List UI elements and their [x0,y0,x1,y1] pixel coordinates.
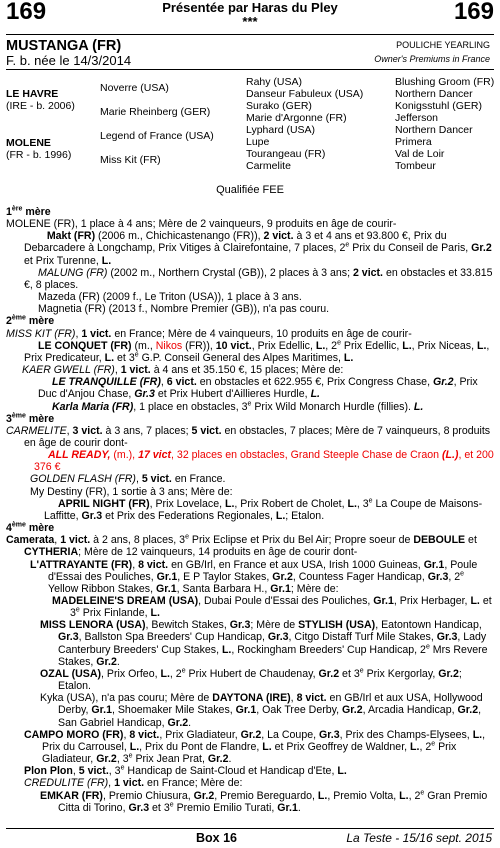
pedigree-gen2-3: Legend of France (USA) [100,130,214,142]
note-my-destiny: My Destiny (FR), 1 sortie à 3 ans; Mère de: [30,485,233,498]
horse-sex-label: POULICHE YEARLING [396,40,490,50]
pedigree-gen2-4: Miss Kit (FR) [100,154,161,166]
note-mazeda: Mazeda (FR) (2009 f., Le Triton (USA)), 1 place à 3 ans. [38,291,302,304]
divider-top [6,34,494,35]
section-3eme-mere: 3ème mère [6,412,55,425]
note-malung: MALUNG (FR) (2002 m., Northern Crystal (GB)), 2 places à 3 ans; 2 vict. en obstacles et 33.815 €, 8 places. [24,266,493,291]
pedigree-gen3-3: Surako (GER) [246,100,312,112]
pedigree-sire: LE HAVRE [6,88,59,100]
pedigree-gen3-7: Tourangeau (FR) [246,148,326,160]
pedigree-gen3-4: Marie d'Argonne (FR) [246,112,347,124]
pedigree-gen3-6: Lupe [246,136,270,148]
note-miss-lenora: MISS LENORA (USA), Bewitch Stakes, Gr.3; Mère de STYLISH (USA), Eatontown Handicap, Gr.3, Ballston Spa Breeders' Cup Handicap, Gr.3, Citgo Distaff Turf Mile Stakes, Gr.3, Lady Canterbury Breeders' Cup Stakes, L., Rockingham Breeders' Cup Handicap, 2e Mrs Revere Stakes, Gr.2. [40,619,488,668]
pedigree-gen4-2: Northern Dancer [395,88,473,100]
pedigree-gen3-5: Lyphard (USA) [246,124,316,136]
owners-premiums-note: Owner's Premiums in France [374,54,490,64]
divider-bottom [6,828,494,829]
note-carmelite: CARMELITE, 3 vict. à 3 ans, 7 places; 5 vict. en obstacles, 7 places; Mère de 7 vainqueurs, 8 produits en âge de courir dont- [6,424,491,449]
section-1ere-mere: 1ère mère [6,205,51,218]
section-4eme-mere: 4ème mère [6,521,55,535]
note-makt: Makt (FR) (2006 m., Chichicastenango (FR)), 2 vict. à 3 et 4 ans et 93.800 €, Prix du Debarcadere à Longchamp, Prix Vitiges à Clairefontaine, 7 places, 2e Prix du Conseil de Paris, Gr.2 et Prix Turenne, L. [24,230,492,267]
note-miss-kit: MISS KIT (FR), 1 vict. en France; Mère de 4 vainqueurs, 10 produits en âge de courir- [6,327,412,340]
note-emkar: EMKAR (FR), Premio Chiusura, Gr.2, Premio Bereguardo, L., Premio Volta, L., 2e Gran Premio Citta di Torino, Gr.3 et 3e Premio Emilio Turati, Gr.1. [40,788,488,814]
note-magnetia: Magnetia (FR) (2013 f., Nombre Premier (GB)), n'a pas couru. [38,303,330,316]
note-creduliite: CREDULITE (FR), 1 vict. en France; Mère de: [24,777,243,790]
note-le-conquet: LE CONQUET (FR) (m., Nikos (FR)), 10 vict., Prix Edellic, L., 2e Prix Edellic, L., Prix Niceas, L., Prix Predicateur, L. et 3e G.P. Conseil General des Alpes Maritimes, L. [24,339,490,364]
note-kaer-gwell: KAER GWELL (FR), 1 vict. à 4 ans et 35.150 €, 15 places; Mère de: [22,364,344,377]
qualification: Qualifiée FEE [216,184,284,196]
note-madeleines-dream: MADELEINE'S DREAM (USA), Dubai Poule d'Essai des Pouliches, Gr.1, Prix Herbager, L. et 3e Prix Finlande, L. [52,595,492,620]
note-plon-plon: Plon Plon, 5 vict., 3e Handicap de Saint-Cloud et Handicap d'Ete, L. [24,764,347,778]
family-notes [6,206,495,814]
pedigree-gen3-2: Danseur Fabuleux (USA) [246,88,364,100]
stars-rating: *** [242,14,258,29]
pedigree-gen2-2: Marie Rheinberg (GER) [100,106,211,118]
footer-venue: La Teste - 15/16 sept. 2015 [346,831,492,845]
horse-dob: F. b. née le 14/3/2014 [6,53,132,68]
lot-number-right: 169 [453,0,494,25]
lot-number-left: 169 [6,0,47,25]
pedigree-gen2-1: Noverre (USA) [100,82,169,94]
pedigree-gen4-5: Northern Dancer [395,124,473,136]
pedigree-gen4-3: Konigsstuhl (GER) [395,100,482,112]
presented-by: Présentée par Haras du Pley [162,0,338,15]
pedigree-sire-detail: (IRE - b. 2006) [6,100,75,112]
pedigree-gen4-4: Jefferson [395,112,438,124]
pedigree-dam-detail: (FR - b. 1996) [6,149,72,161]
note-all-ready: ALL READY, (m.), 17 vict, 32 places en obstacles, Grand Steeple Chase de Craon (L.), et 200 376 € [34,449,494,474]
note-lattrayante: L'ATTRAYANTE (FR), 8 vict. en GB/Irl, en France et aux USA, Irish 1000 Guineas, Gr.1, Poule d'Essai des Pouliches, Gr.1, E P Taylor Stakes, Gr.2, Countess Fager Handicap, Gr.3, 2e Yellow Ribbon Stakes, Gr.1, Santa Barbara H., Gr.1; Mère de: [30,558,478,595]
pedigree-gen4-1: Blushing Groom (FR) [395,76,495,88]
horse-name: MUSTANGA (FR) [6,38,122,54]
footer-box: Box 16 [196,831,237,845]
pedigree-gen4-8: Tombeur [395,160,436,172]
note-kyka: Kyka (USA), n'a pas couru; Mère de DAYTONA (IRE), 8 vict. en GB/Irl et aux USA, Hollywood Derby, Gr.1, Shoemaker Mile Stakes, Gr.1, Oak Tree Derby, Gr.2, Arcadia Handicap, Gr.2, San Gabriel Handicap, Gr.2. [40,692,483,729]
pedigree-dam: MOLENE [6,137,51,149]
pedigree-gen4-7: Val de Loir [395,148,445,160]
note-golden-flash: GOLDEN FLASH (FR), 5 vict. en France. [30,473,226,486]
note-camerata: Camerata, 1 vict. à 2 ans, 8 places, 3e Prix Eclipse et Prix du Bel Air; Propre soeur de DEBOULE et CYTHERIA; Mère de 12 vainqueurs, 14 produits en âge de courir dont- [6,533,477,559]
pedigree-gen4-6: Primera [395,136,432,148]
presenter-header [0,1,500,29]
divider-pedigree [6,69,494,70]
note-ozal: OZAL (USA), Prix Orfeo, L., 2e Prix Hubert de Chaudenay, Gr.2 et 3e Prix Kergorlay, Gr.2; Etalon. [40,667,462,693]
note-campo-moro: CAMPO MORO (FR), 8 vict., Prix Gladiateur, Gr.2, La Coupe, Gr.3, Prix des Champs-Elysees, L., Prix du Carrousel, L., Prix du Pont de Flandre, L. et Prix Geoffrey de Waldner, L., 2e Prix Gladiateur, Gr.2, 3e Prix Jean Prat, Gr.2. [24,728,486,766]
pedigree-gen3-8: Carmelite [246,160,291,172]
section-2eme-mere: 2ème mère [6,314,55,328]
note-le-tranquille: LE TRANQUILLE (FR), 6 vict. en obstacles et 622.955 €, Prix Congress Chase, Gr.2, Prix Duc d'Anjou Chase, Gr.3 et Prix Hubert d'Aillieres Hurdle, L. [38,376,478,401]
note-molene: MOLENE (FR), 1 place à 4 ans; Mère de 2 vainqueurs, 9 produits en âge de courir- [6,218,397,231]
pedigree-gen3-1: Rahy (USA) [246,76,303,88]
note-april-night: APRIL NIGHT (FR), Prix Lovelace, L., Prix Robert de Cholet, L., 3e La Coupe de Maisons-Laffitte, Gr.3 et Prix des Federations Regionales, L.; Etalon. [44,497,483,522]
note-karla-maria: Karla Maria (FR), 1 place en obstacles, 3e Prix Wild Monarch Hurdle (fillies). L. [52,399,424,413]
